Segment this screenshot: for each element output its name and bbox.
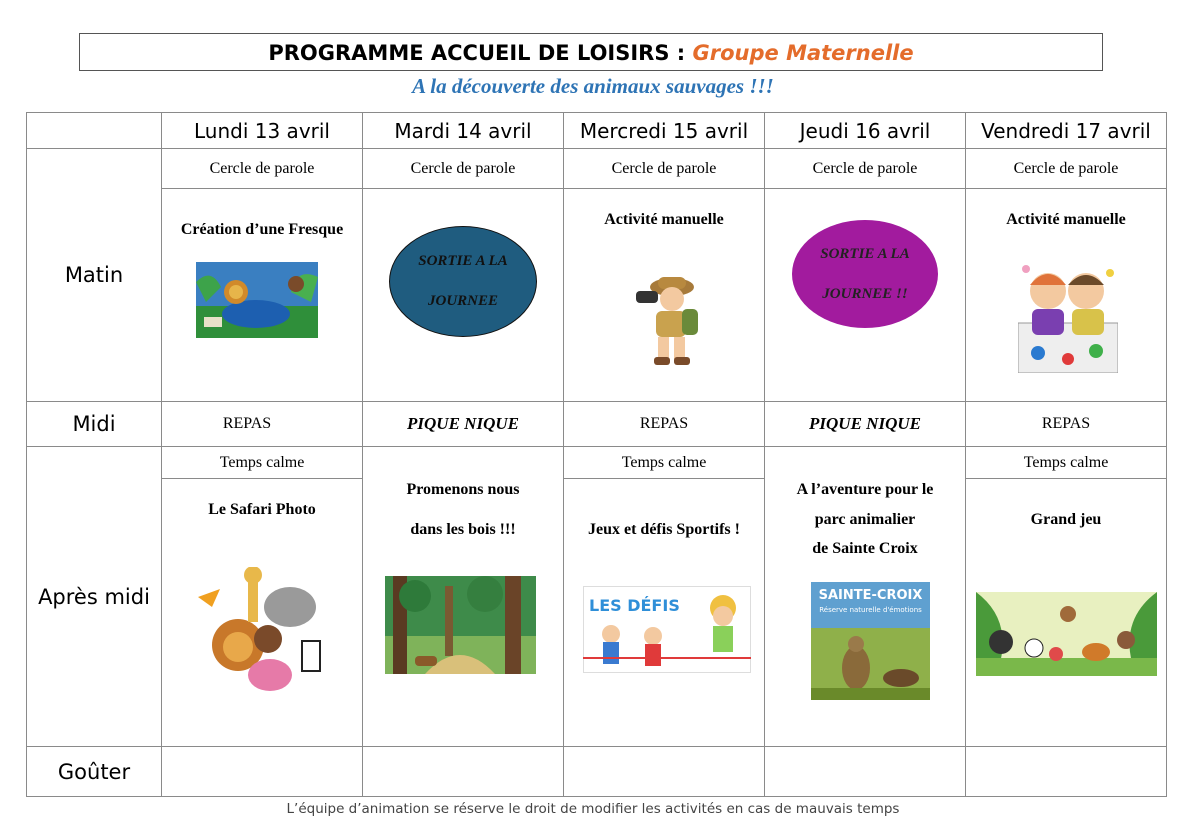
activity-aventure-1: A l’aventure pour le [796,481,934,498]
activity-manuelle-mercredi: Activité manuelle [604,211,724,228]
explorer-image [634,273,704,369]
cercle-vendredi: Cercle de parole [966,149,1167,189]
corner-cell [27,113,162,149]
midi-mardi: PIQUE NIQUE [363,402,564,447]
matin-vendredi-cell [966,189,1167,402]
gouter-lundi [162,747,363,797]
cercle-lundi: Cercle de parole [162,149,363,189]
page-title [79,33,1103,71]
children-painting-image [1018,263,1118,373]
activity-manuelle-vendredi: Activité manuelle [1006,211,1126,228]
footer-note: L’équipe d’animation se réserve le droit de modifier les activités en cas de mauvais temps [286,801,900,817]
schedule-table [26,112,1167,797]
temps-calme-lundi: Temps calme [162,447,363,479]
gouter-mardi [363,747,564,797]
temps-calme-mercredi: Temps calme [564,447,765,479]
sortie-oval-blue [389,226,537,337]
midi-vendredi: REPAS [966,402,1167,447]
row-label-midi: Midi [27,402,162,447]
activity-promenons-2: dans les bois !!! [410,521,516,538]
activity-grand-jeu: Grand jeu [1030,511,1102,528]
apres-midi-jeudi-cell [765,447,966,747]
animals-image [811,628,930,700]
page-subtitle: A la découverte des animaux sauvages !!! [412,74,774,98]
title-main: PROGRAMME ACCUEIL DE LOISIRS : [268,41,693,65]
activity-jeux: Jeux et défis Sportifs ! [588,521,740,538]
sainte-croix-subtitle: Réserve naturelle d'émotions [819,606,922,614]
sortie-oval-purple [792,220,938,328]
day-header-mercredi: Mercredi 15 avril [564,113,765,149]
cercle-mardi: Cercle de parole [363,149,564,189]
gouter-mercredi [564,747,765,797]
gouter-jeudi [765,747,966,797]
jungle-animals-image [976,592,1157,676]
safari-animals-image [198,567,330,697]
kids-image [583,586,751,673]
day-header-lundi: Lundi 13 avril [162,113,363,149]
row-label-matin: Matin [27,149,162,402]
defis-logo: LES DÉFIS [589,596,680,615]
sortie-jeudi-line-1: SORTIE A LA [820,245,910,262]
day-header-mardi: Mardi 14 avril [363,113,564,149]
midi-mercredi: REPAS [564,402,765,447]
apres-midi-mercredi-cell [564,479,765,747]
matin-mardi-cell [363,189,564,402]
activity-aventure-2: parc animalier [814,511,916,528]
sainte-croix-logo: SAINTE-CROIX [818,588,923,603]
activity-promenons-1: Promenons nous [406,481,520,498]
sortie-line-1: SORTIE A LA [418,252,508,269]
midi-jeudi: PIQUE NIQUE [765,402,966,447]
matin-mercredi-cell [564,189,765,402]
gouter-vendredi [966,747,1167,797]
title-group: Groupe Maternelle [692,41,914,65]
row-label-gouter: Goûter [27,747,162,797]
cercle-jeudi: Cercle de parole [765,149,966,189]
activity-safari: Le Safari Photo [208,501,316,518]
sortie-line-2: JOURNEE [427,293,498,310]
activity-aventure-3: de Sainte Croix [812,540,918,557]
fresque-image [196,262,318,338]
row-label-apres-midi: Après midi [27,447,162,747]
sainte-croix-poster [811,582,930,700]
matin-jeudi-cell [765,189,966,402]
day-header-vendredi: Vendredi 17 avril [966,113,1167,149]
forest-image [385,576,536,674]
apres-midi-vendredi-cell [966,479,1167,747]
defis-image [583,586,751,673]
matin-lundi-cell [162,189,363,402]
cercle-mercredi: Cercle de parole [564,149,765,189]
sortie-jeudi-line-2: JOURNEE !! [822,285,908,302]
temps-calme-vendredi: Temps calme [966,447,1167,479]
apres-midi-mardi-cell [363,447,564,747]
apres-midi-lundi-cell [162,479,363,747]
midi-lundi: REPAS [162,402,363,447]
day-header-jeudi: Jeudi 16 avril [765,113,966,149]
activity-fresque: Création d’une Fresque [180,221,344,238]
